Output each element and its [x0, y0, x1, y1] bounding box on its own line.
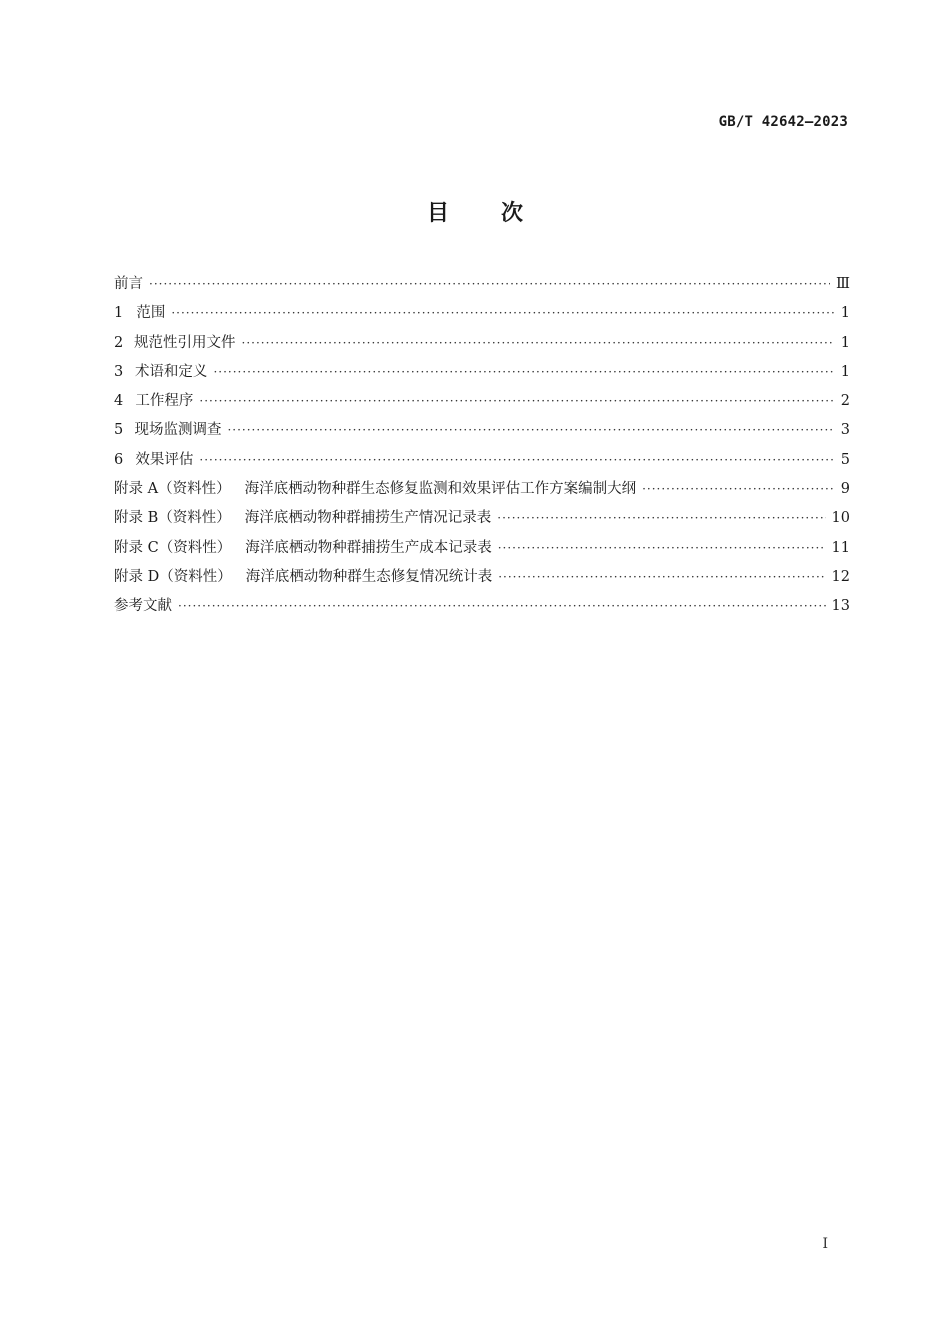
toc-entry-scope[interactable]: [114, 299, 850, 328]
toc-entry-label: 术语和定义: [134, 363, 208, 380]
appendix-tag: 附录 C（资料性）: [114, 539, 232, 556]
toc-entry-number: 4: [114, 393, 124, 410]
toc-entry-label: [114, 534, 492, 563]
toc-entry-number: 1: [114, 305, 124, 322]
toc-entry-number: 5: [114, 422, 124, 439]
toc-entry-page: 11: [831, 539, 850, 556]
toc-entry-label: 工作程序: [135, 393, 194, 410]
toc-entry-normative-references[interactable]: [114, 329, 850, 358]
dot-leader: [497, 504, 825, 533]
toc-entry-number: 3: [114, 363, 124, 380]
toc-entry-foreword[interactable]: [114, 270, 850, 299]
toc-entry-label: 范围: [136, 305, 166, 322]
toc-entry-appendix-b[interactable]: [114, 504, 850, 533]
appendix-title: 海洋底栖动物种群捕捞生产情况记录表: [244, 510, 492, 527]
toc-entry-evaluation[interactable]: [114, 446, 850, 475]
dot-leader: [199, 387, 834, 416]
toc-entry-page: 1: [840, 334, 850, 351]
toc-entry-label: [114, 504, 491, 533]
toc-entry-appendix-c[interactable]: [114, 534, 850, 563]
toc-entry-page: 3: [840, 422, 850, 439]
page-number: I: [822, 1236, 828, 1252]
appendix-title: 海洋底栖动物种群生态修复监测和效果评估工作方案编制大纲: [244, 481, 637, 498]
appendix-title: 海洋底栖动物种群捕捞生产成本记录表: [245, 539, 492, 556]
toc-entry-number: 6: [114, 451, 124, 468]
toc-entry-label: [114, 563, 492, 592]
toc-entry-page: 9: [840, 481, 850, 498]
appendix-tag: 附录 A（资料性）: [114, 481, 231, 498]
toc-entry-page: 1: [840, 363, 850, 380]
toc-entry-label: 参考文献: [114, 598, 172, 615]
toc-entry-bibliography[interactable]: [114, 592, 850, 621]
dot-leader: [242, 329, 835, 358]
toc-entry-page: 1: [840, 305, 850, 322]
toc-entry-number: 2: [114, 334, 124, 351]
dot-leader: [199, 446, 834, 475]
toc-entry-page: 12: [831, 568, 850, 585]
dot-leader: [149, 270, 830, 299]
dot-leader: [171, 299, 834, 328]
dot-leader: [642, 475, 834, 504]
standard-code: GB/T 42642—2023: [718, 114, 848, 130]
toc-entry-page: Ⅲ: [836, 276, 850, 292]
toc-entry-appendix-d[interactable]: [114, 563, 850, 592]
toc-entry-appendix-a[interactable]: [114, 475, 850, 504]
toc-entry-label: 效果评估: [135, 451, 194, 468]
table-of-contents: [114, 270, 850, 622]
toc-entry-label: 前言: [114, 276, 143, 292]
toc-entry-procedure[interactable]: [114, 387, 850, 416]
page-title: 目次: [426, 201, 575, 226]
toc-entry-label: 规范性引用文件: [134, 334, 236, 351]
toc-entry-page: 13: [831, 598, 850, 615]
toc-entry-field-survey[interactable]: [114, 416, 850, 445]
toc-entry-page: 2: [840, 393, 850, 410]
appendix-tag: 附录 B（资料性）: [114, 510, 231, 527]
dot-leader: [498, 534, 826, 563]
toc-entry-page: 5: [840, 451, 850, 468]
appendix-title: 海洋底栖动物种群生态修复情况统计表: [245, 568, 493, 585]
appendix-tag: 附录 D（资料性）: [114, 568, 232, 585]
dot-leader: [213, 358, 834, 387]
dot-leader: [227, 416, 834, 445]
dot-leader: [178, 592, 826, 621]
toc-entry-page: 10: [831, 510, 850, 527]
toc-entry-label: [114, 475, 636, 504]
toc-entry-terms[interactable]: [114, 358, 850, 387]
dot-leader: [498, 563, 825, 592]
toc-entry-label: 现场监测调查: [134, 422, 222, 439]
